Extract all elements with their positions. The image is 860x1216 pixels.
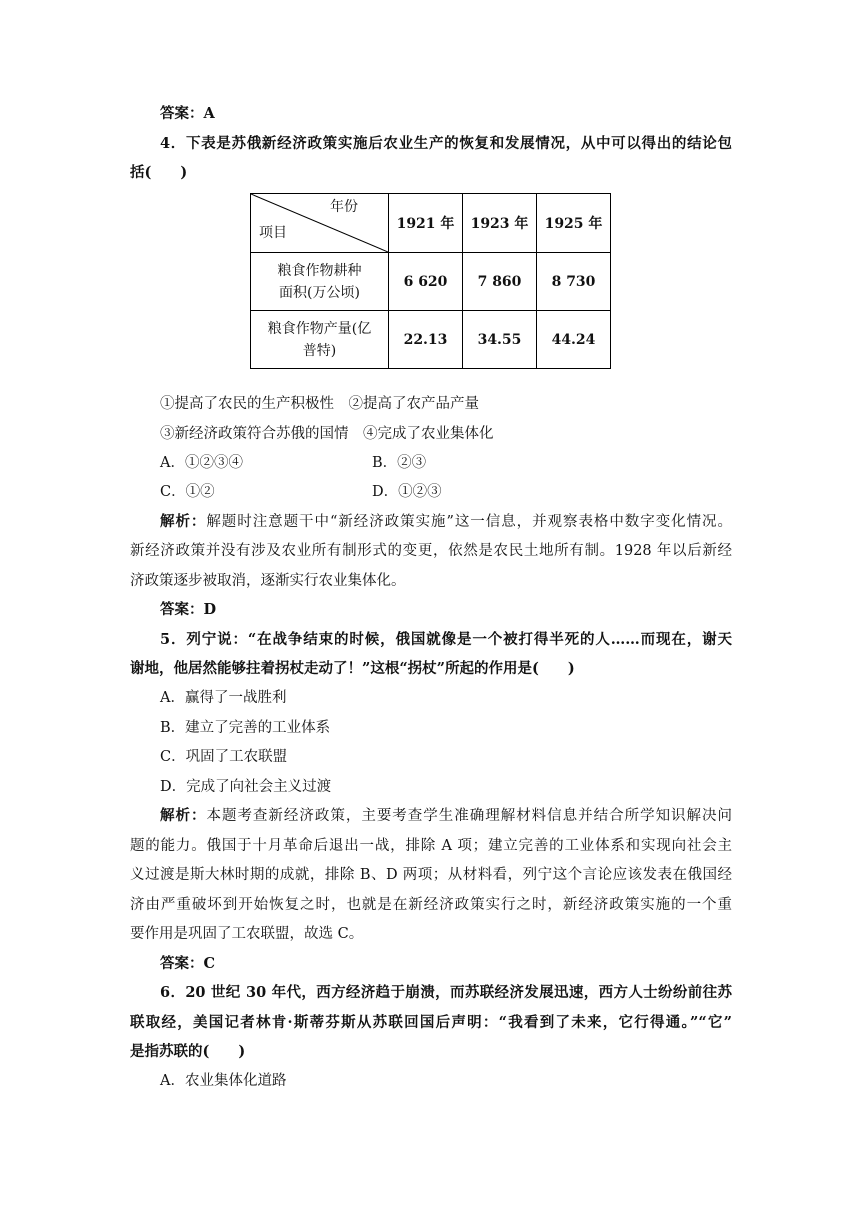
q5-analysis-line2: 题的能力。俄国于十月革命后退出一战，排除 A 项；建立完善的工业体系和实现向社会主 — [130, 838, 732, 854]
row-label-cell: 粮食作物产量(亿 普特) — [251, 311, 389, 369]
q4-option-b: B．②③ — [372, 455, 427, 471]
q4-analysis-line3: 济政策逐步被取消，逐渐实行农业集体化。 — [130, 573, 406, 589]
row-label-cell: 粮食作物耕种 面积(万公顷) — [251, 253, 389, 311]
q4-answer: 答案：D — [160, 601, 217, 618]
q6-stem-line2: 联取经，美国记者林肯·斯蒂芬斯从苏联回国后声明：“我看到了未来，它行得通。”“它” — [130, 1014, 732, 1031]
q4-option-a: A．①②③④ — [160, 455, 243, 471]
table-cell: 8 730 — [537, 253, 611, 311]
year-header: 1923 年 — [463, 194, 537, 253]
q5-analysis-line4: 济由严重破坏到开始恢复之时，也就是在新经济政策实行之时，新经济政策实施的一个重 — [130, 897, 732, 913]
q5-analysis-line3: 义过渡是斯大林时期的成就，排除 B、D 两项；从材料看，列宁这个言论应该发表在俄国经 — [130, 867, 732, 883]
table-cell: 6 620 — [389, 253, 463, 311]
table-cell: 22.13 — [389, 311, 463, 369]
table-corner-cell — [251, 194, 389, 253]
corner-item-label: 项目 — [259, 225, 287, 241]
q5-option-a: A．赢得了一战胜利 — [160, 690, 287, 706]
q5-stem-line2: 谢地，他居然能够拄着拐杖走动了！”这根“拐杖”所起的作用是( ) — [130, 660, 575, 677]
q6-stem-line3: 是指苏联的( ) — [130, 1043, 246, 1060]
q4-statements-1: ①提高了农民的生产积极性 ②提高了农产品产量 — [160, 396, 479, 412]
prev-answer: 答案：A — [160, 105, 215, 122]
q4-stem-line2: 括( ) — [130, 164, 188, 181]
table-cell: 34.55 — [463, 311, 537, 369]
q5-option-d: D．完成了向社会主义过渡 — [160, 779, 332, 795]
q5-answer: 答案：C — [160, 955, 216, 972]
q4-stem-line1: 4．下表是苏俄新经济政策实施后农业生产的恢复和发展情况，从中可以得出的结论包 — [160, 135, 732, 152]
q4-table — [250, 193, 611, 369]
q4-analysis-line1: 解析：解题时注意题干中“新经济政策实施”这一信息，并观察表格中数字变化情况。 — [160, 513, 733, 530]
q4-analysis-line2: 新经济政策并没有涉及农业所有制形式的变更，依然是农民土地所有制。1928 年以后新经 — [130, 543, 732, 559]
q5-analysis-line1: 解析：本题考查新经济政策，主要考查学生准确理解材料信息并结合所学知识解决问 — [160, 807, 733, 824]
q5-stem-line1: 5．列宁说：“在战争结束的时候，俄国就像是一个被打得半死的人……而现在，谢天 — [160, 631, 732, 648]
year-header: 1925 年 — [537, 194, 611, 253]
q5-option-c: C．巩固了工农联盟 — [160, 749, 288, 765]
corner-year-label: 年份 — [330, 199, 358, 215]
table-cell: 7 860 — [463, 253, 537, 311]
q4-option-c: C．①② — [160, 484, 215, 500]
table-cell: 44.24 — [537, 311, 611, 369]
q4-option-d: D．①②③ — [372, 484, 442, 500]
q6-stem-line1: 6．20 世纪 30 年代，西方经济趋于崩溃，而苏联经济发展迅速，西方人士纷纷前往苏 — [160, 984, 732, 1001]
q4-statements-2: ③新经济政策符合苏俄的国情 ④完成了农业集体化 — [160, 426, 494, 442]
q5-option-b: B．建立了完善的工业体系 — [160, 720, 331, 736]
year-header: 1921 年 — [389, 194, 463, 253]
q6-option-a: A．农业集体化道路 — [160, 1073, 287, 1089]
q5-analysis-line5: 要作用是巩固了工农联盟，故选 C。 — [130, 926, 364, 942]
